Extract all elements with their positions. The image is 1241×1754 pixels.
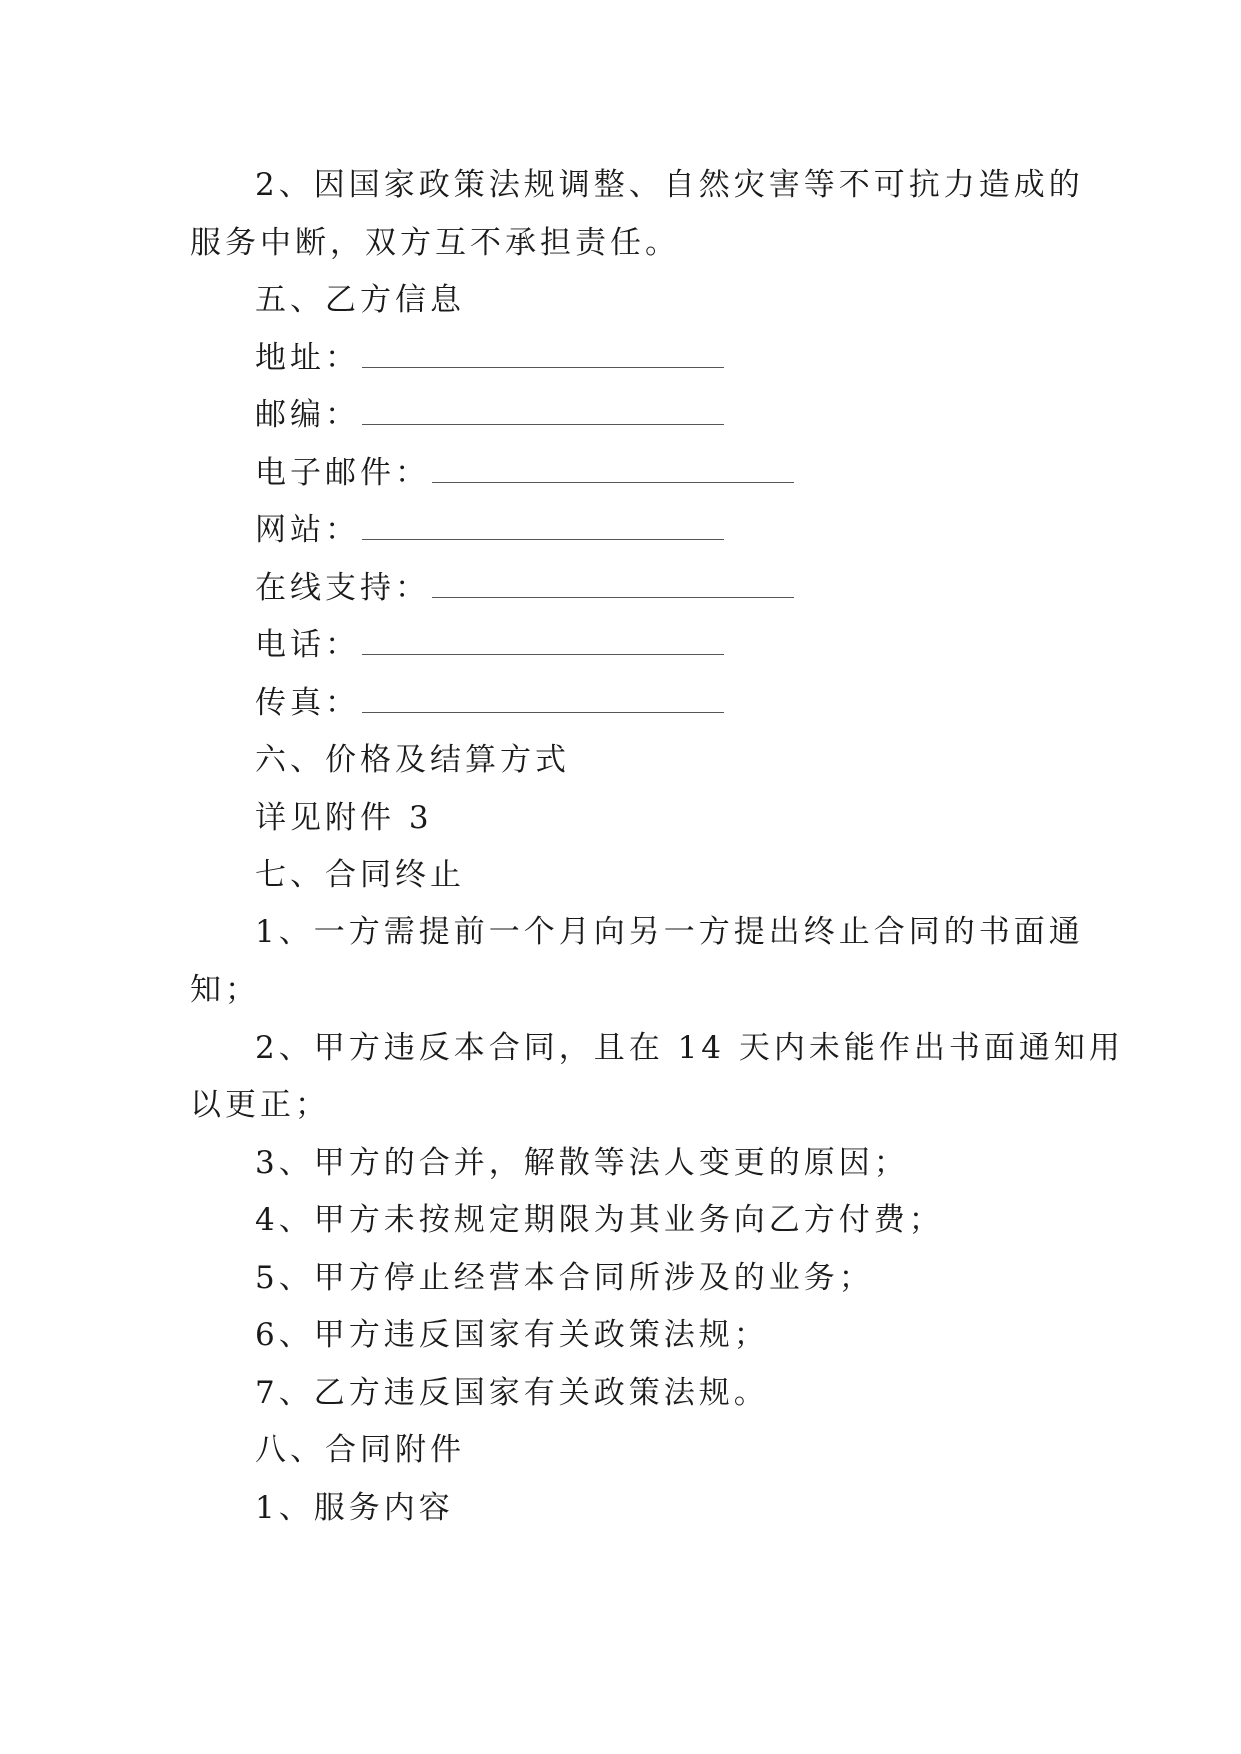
address-blank-line[interactable] bbox=[362, 341, 724, 368]
section7-item5: 5、甲方停止经营本合同所涉及的业务； bbox=[255, 1260, 874, 1296]
section7-item7: 7、乙方违反国家有关政策法规。 bbox=[255, 1375, 769, 1411]
section7-item1-line2: 知； bbox=[190, 972, 260, 1008]
section7-heading: 七、合同终止 bbox=[255, 857, 465, 893]
section6-text: 详见附件 3 bbox=[255, 800, 433, 836]
fax-blank-line[interactable] bbox=[362, 686, 724, 713]
online-support-label: 在线支持： bbox=[255, 570, 430, 606]
email-field-row bbox=[255, 453, 794, 493]
website-blank-line[interactable] bbox=[362, 513, 724, 540]
phone-label: 电话： bbox=[255, 627, 360, 663]
email-blank-line[interactable] bbox=[432, 456, 794, 483]
online-support-field-row bbox=[255, 568, 794, 608]
section8-item1: 1、服务内容 bbox=[255, 1490, 454, 1526]
website-label: 网站： bbox=[255, 512, 360, 548]
section4-item2-line1: 2、因国家政策法规调整、自然灾害等不可抗力造成的 bbox=[255, 167, 1084, 203]
fax-label: 传真： bbox=[255, 685, 360, 721]
section5-heading: 五、乙方信息 bbox=[255, 282, 465, 318]
phone-blank-line[interactable] bbox=[362, 628, 724, 655]
section4-item2-line2: 服务中断，双方互不承担责任。 bbox=[190, 225, 680, 261]
phone-field-row bbox=[255, 625, 724, 665]
section7-item1-line1: 1、一方需提前一个月向另一方提出终止合同的书面通 bbox=[255, 914, 1084, 950]
address-field-row bbox=[255, 338, 724, 378]
section7-item2-line2: 以更正； bbox=[190, 1087, 330, 1123]
postcode-field-row bbox=[255, 395, 724, 435]
postcode-blank-line[interactable] bbox=[362, 398, 724, 425]
section7-item3: 3、甲方的合并，解散等法人变更的原因； bbox=[255, 1145, 909, 1181]
section7-item4: 4、甲方未按规定期限为其业务向乙方付费； bbox=[255, 1202, 944, 1238]
postcode-label: 邮编： bbox=[255, 397, 360, 433]
address-label: 地址： bbox=[255, 340, 360, 376]
online-support-blank-line[interactable] bbox=[432, 571, 794, 598]
section7-item2-line1: 2、甲方违反本合同，且在 14 天内未能作出书面通知用 bbox=[255, 1030, 1124, 1066]
section8-heading: 八、合同附件 bbox=[255, 1432, 465, 1468]
section7-item6: 6、甲方违反国家有关政策法规； bbox=[255, 1317, 769, 1353]
fax-field-row bbox=[255, 683, 724, 723]
website-field-row bbox=[255, 510, 724, 550]
section6-heading: 六、价格及结算方式 bbox=[255, 742, 570, 778]
email-label: 电子邮件： bbox=[255, 455, 430, 491]
